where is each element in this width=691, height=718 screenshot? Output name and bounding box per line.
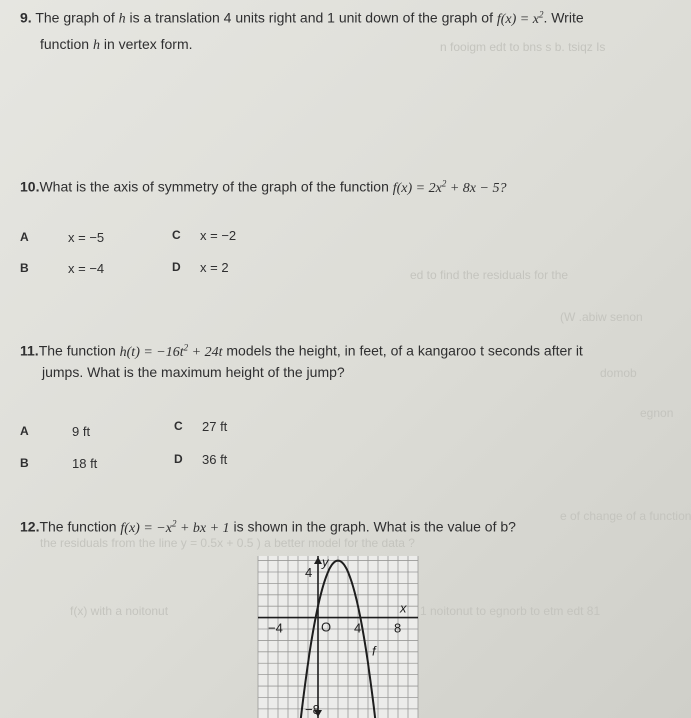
- question-text: The function: [39, 518, 121, 535]
- choice-value: 27 ft: [202, 419, 228, 434]
- answer-choice-d[interactable]: [174, 452, 294, 470]
- math-expression: [119, 342, 223, 360]
- answer-choice-a[interactable]: [20, 230, 150, 248]
- question-number: 12.: [20, 518, 40, 535]
- ghost-text: ed to find the residuals for the: [410, 268, 569, 282]
- question-text: The graph of: [35, 9, 119, 26]
- question-number: 10.: [20, 178, 40, 195]
- answer-choice-b[interactable]: [20, 261, 150, 279]
- question-text: function: [40, 36, 93, 52]
- function-name: h: [118, 11, 126, 27]
- answer-choice-c[interactable]: [172, 228, 292, 246]
- origin-label: O: [321, 619, 332, 635]
- function-expression-rest: + 24t: [188, 344, 223, 360]
- tick-label-x-neg4: −4: [268, 620, 283, 636]
- question-text: in vertex form.: [99, 36, 193, 52]
- ghost-text: egnon: [640, 406, 674, 420]
- choice-value: x = −5: [68, 230, 105, 245]
- answer-choice-c[interactable]: [174, 419, 294, 437]
- question-text: is a translation 4 units right and 1 unit down of the graph of: [125, 9, 497, 26]
- tick-label-y-4: 4: [305, 564, 313, 580]
- question-number: 9.: [20, 9, 32, 26]
- math-expression: [120, 518, 230, 536]
- ghost-text: f(x) with a noitonut: [70, 604, 169, 618]
- function-name: h: [92, 38, 100, 53]
- exponent: 2: [183, 342, 189, 352]
- choice-letter: A: [20, 424, 29, 438]
- function-expression: f(x) = 2x: [392, 180, 442, 196]
- choice-value: 18 ft: [72, 456, 98, 471]
- choice-letter: B: [20, 261, 29, 275]
- choice-value: 36 ft: [202, 452, 228, 467]
- ghost-text: domob: [600, 366, 637, 380]
- parabola-graph: [258, 556, 418, 718]
- question-text: is shown in the graph. What is the value of b?: [229, 518, 516, 535]
- question-text: What is the axis of symmetry of the graph of the function: [39, 178, 393, 195]
- ghost-text: n fooigm edt to bns s b. tsiqz Is: [440, 40, 606, 54]
- answer-choice-b[interactable]: [20, 456, 150, 474]
- function-expression: f(x) = −x: [120, 520, 172, 536]
- choice-value: x = −2: [200, 228, 237, 243]
- question-text: models the height, in feet, of a kangaroo t seconds after it: [222, 342, 583, 359]
- y-axis-label: y: [322, 554, 329, 570]
- tick-label-x-8: 8: [394, 620, 402, 636]
- choice-value: x = −4: [68, 261, 105, 276]
- ghost-text: e of change of a function: [560, 509, 691, 523]
- exponent: 2: [538, 9, 544, 19]
- curve-label: f: [372, 643, 376, 659]
- choice-letter: D: [174, 452, 183, 466]
- choice-value: 9 ft: [72, 424, 91, 439]
- x-axis-label: x: [400, 600, 407, 616]
- choice-letter: D: [172, 260, 181, 274]
- choice-letter: C: [174, 419, 183, 433]
- ghost-text: 1 noitonut to egnorb to etm edt 81: [420, 604, 601, 618]
- choice-letter: A: [20, 230, 29, 244]
- math-expression: [392, 178, 507, 196]
- choice-letter: C: [172, 228, 181, 242]
- ghost-text: (W .abiw senon: [560, 310, 643, 324]
- question-text: jumps. What is the maximum height of the jump?: [42, 364, 345, 380]
- function-expression-rest: + 8x − 5?: [446, 180, 507, 196]
- question-text: The function: [38, 342, 120, 359]
- choice-value: x = 2: [200, 260, 229, 275]
- function-expression: h(t) = −16t: [119, 344, 184, 360]
- exponent: 2: [171, 518, 177, 528]
- function-expression-rest: + bx + 1: [176, 520, 230, 536]
- choice-letter: B: [20, 456, 29, 470]
- exponent: 2: [441, 178, 447, 188]
- tick-label-x-4: 4: [354, 620, 362, 636]
- math-expression: [496, 9, 544, 27]
- answer-choice-d[interactable]: [172, 260, 292, 278]
- question-number: 11.: [20, 342, 39, 359]
- function-expression: f(x) = x: [496, 11, 539, 27]
- question-text: . Write: [543, 9, 584, 26]
- ghost-text: the residuals from the line y = 0.5x + 0.5 ) a better model for the data ?: [40, 536, 415, 550]
- answer-choice-a[interactable]: [20, 424, 150, 442]
- tick-label-y-neg8: −8: [305, 701, 320, 717]
